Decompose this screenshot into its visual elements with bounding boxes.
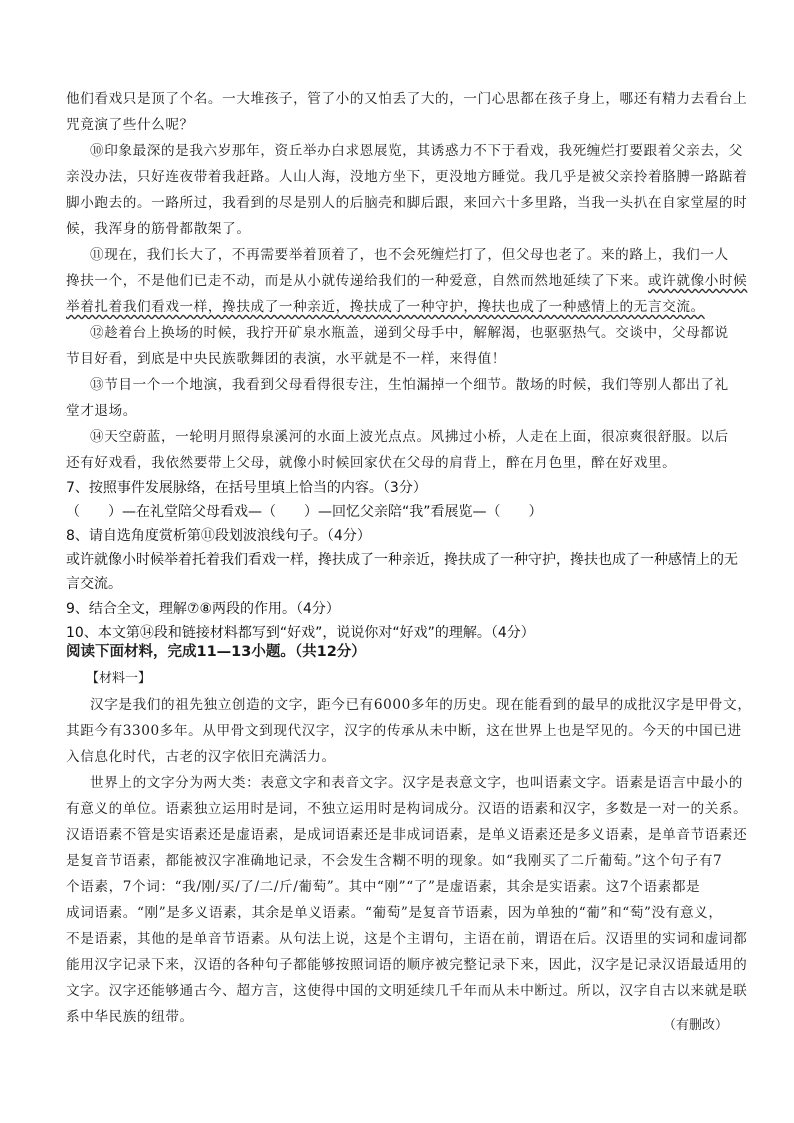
text-line: 汉语语素不管是实语素还是虚语素，是成词语素还是非成词语素，是单义语素还是多义语素，是单音节语素还 (66, 827, 748, 843)
text-line: ⑬节目一个一个地演，我看到父母看得很专注，生怕漏掉一个细节。散场的时候，我们等别人都出了礼 (90, 377, 729, 393)
question-title: 8、请自选角度赏析第⑪段划波浪线句子。（4分） (66, 528, 371, 544)
story-paragraph-12-cont (66, 346, 732, 372)
text-line: 堂才退场。 (66, 403, 137, 419)
story-paragraph-12 (66, 320, 732, 346)
text-segment: 搀扶一个，不是他们已走不动，而是从小就传递给我们的一种爱意，自然而然地延续了下来。 (66, 273, 648, 289)
story-paragraph-9-end (66, 86, 748, 138)
text-line: 个语素，7个词：“我/刚/买/了/二/斤/葡萄”。其中“刚”“了”是虚语素，其余是实语素。这7个语素都是 (66, 879, 701, 895)
text-line: 节目好看，到底是中央民族歌舞团的表演，水平就是不一样，来得值！ (66, 351, 507, 367)
question-9 (66, 597, 746, 621)
material-paragraph-2 (66, 770, 743, 796)
text-line: 成词语素。“刚”是多义语素，其余是单义语素。“葡萄”是复音节语素，因为单独的“葡”和“萄”没有意义， (66, 905, 723, 921)
text-line: 他们看戏只是顶了个名。一大堆孩子，管了小的又怕丢了大的，一门心思都在孩子身上，哪还有精力去看台上 (66, 91, 748, 107)
text-line: 候，我浑身的筋骨都散架了。 (66, 221, 251, 237)
material-paragraph-2-cont (66, 796, 748, 1030)
text-line: ⑫趁着台上换场的时候，我拧开矿泉水瓶盖，递到父母手中，解解渴，也驱驱热气。交谈中，父母都说 (90, 325, 729, 341)
wavy-underline-sentence-b: 举着扎着我们看戏一样，搀扶成了一种亲近，搀扶成了一种守护，搀扶也成了一种感情上的无言交流。 (66, 299, 705, 315)
quoted-sentence: 言交流。 (66, 576, 122, 592)
text-line: 有意义的单位。语素独立运用时是词，不独立运用时是构词成分。汉语的语素和汉字，多数是一对一的关系。 (66, 801, 748, 817)
story-paragraph-13 (66, 372, 732, 398)
story-paragraph-14 (66, 424, 732, 450)
question-8 (66, 524, 746, 596)
text-line: 还有好戏看，我依然要带上父母，就像小时候回家伏在父母的肩背上，醉在月色里，醉在好戏里。 (66, 455, 677, 471)
text-line: 文字。汉字还能够通古今、超方言，这使得中国的文明延续几千年而从未中断过。所以，汉字自古以来就是联 (66, 983, 748, 999)
text-line: ⑩印象最深的是我六岁那年，资丘举办白求恩展览，其诱惑力不下于看戏，我死缠烂打要跟着父亲去，父 (90, 143, 743, 159)
question-7 (66, 476, 746, 524)
text-line: 其距今有3300多年。从甲骨文到现代汉字，汉字的传承从未中断，这在世界上也是罕见的。今天的中国已进 (66, 723, 742, 739)
answer-blanks[interactable]: （ ）—在礼堂陪父母看戏—（ ）—回忆父亲陪“我”看展览—（ ） (66, 504, 543, 520)
story-paragraph-11 (66, 242, 732, 268)
story-paragraph-10 (66, 138, 743, 164)
material-paragraph-1-cont (66, 718, 742, 770)
text-line: 入信息化时代，古老的汉字依旧充满活力。 (66, 749, 336, 765)
wavy-underline-sentence-a: 或许就像小时候 (647, 273, 748, 289)
text-line: 脚小跑去的。一路所过，我看到的尽是别人的后脑壳和脚后跟，来回六十多里路，当我一头扒在自家堂屋的时 (66, 195, 748, 211)
story-paragraph-10-cont (66, 164, 748, 242)
abridged-note: （有删改） (662, 1018, 728, 1033)
question-title: 10、本文第⑭段和链接材料都写到“好戏”，说说你对“好戏”的理解。（4分） (66, 625, 535, 641)
text-line-with-wavy (66, 268, 748, 294)
text-line: 咒竟演了些什么呢？ (66, 117, 194, 133)
section-heading: 阅读下面材料，完成11—13小题。（共12分） (66, 644, 366, 660)
text-line: 能用汉字记录下来，汉语的各种句子都能够按照词语的顺序被完整记录下来，因此，汉字是记录汉语最适用的 (66, 957, 748, 973)
story-paragraph-14-cont (66, 450, 732, 476)
text-line: 汉字是我们的祖先独立创造的文字，距今已有6000多年的历史。现在能看到的最早的成批汉字是甲骨文， (90, 697, 752, 713)
text-line: ⑭天空蔚蓝，一轮明月照得泉溪河的水面上波光点点。风拂过小桥，人走在上面，很凉爽很舒服。以后 (90, 429, 729, 445)
material-tag: 【材料一】 (86, 671, 152, 686)
question-title: 9、结合全文，理解⑦⑧两段的作用。（4分） (66, 601, 340, 617)
quoted-sentence: 或许就像小时候举着托着我们看戏一样，搀扶成了一种亲近，搀扶成了一种守护，搀扶也成了一种感情上的无 (66, 552, 738, 568)
material-paragraph-1 (66, 692, 752, 718)
text-line: 亲没办法，只好连夜带着我赶路。人山人海，没地方坐下，更没地方睡觉。我几乎是被父亲拎着胳膊一路踮着 (66, 169, 748, 185)
question-title: 7、按照事件发展脉络，在括号里填上恰当的内容。（3分） (66, 480, 427, 496)
text-line: 系中华民族的纽带。 (66, 1009, 194, 1025)
text-line: ⑪现在，我们长大了，不再需要举着顶着了，也不会死缠烂打了，但父母也老了。来的路上，我们一人 (90, 247, 729, 263)
story-paragraph-13-cont (66, 398, 732, 424)
story-paragraph-11-cont (66, 268, 748, 320)
text-line: 是复音节语素，都能被汉字准确地记录，不会发生含糊不明的现象。如“我刚买了二斤葡萄。”这个句子有7 (66, 853, 723, 869)
text-line: 世界上的文字分为两大类：表意文字和表音文字。汉字是表意文字，也叫语素文字。语素是语言中最小的 (90, 775, 743, 791)
text-line: 不是语素，其他的是单音节语素。从句法上说，这是个主谓句，主语在前，谓语在后。汉语里的实词和虚词都 (66, 931, 748, 947)
